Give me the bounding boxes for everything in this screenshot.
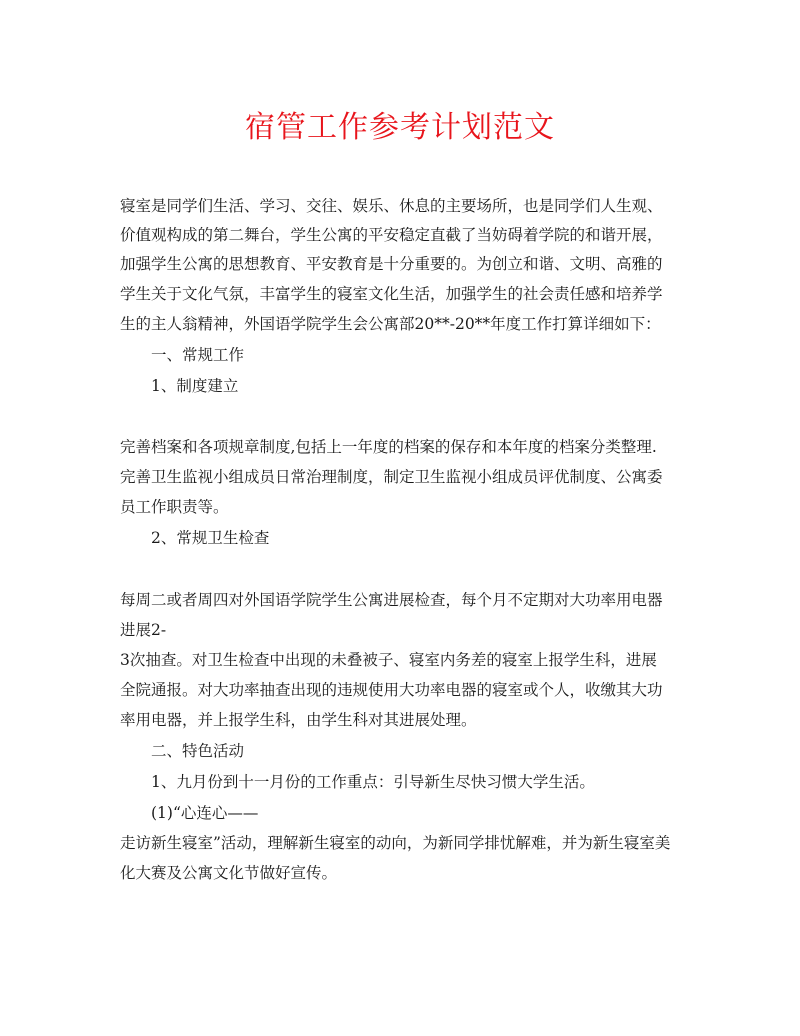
paragraph-line: 率用电器，并上报学生科，由学生科对其进展处理。 (120, 711, 477, 729)
section-heading: 二、特色活动 (151, 742, 245, 760)
paragraph-line: 学生关于文化气氛，丰富学生的寝室文化生活，加强学生的社会责任感和培养学 (120, 285, 663, 303)
paragraph-line: 每周二或者周四对外国语学院学生公寓进展检查，每个月不定期对大功率用电器 (120, 591, 663, 609)
paragraph-line: 价值观构成的第二舞台，学生公寓的平安稳定直截了当妨碍着学院的和谐开展， (120, 226, 663, 244)
paragraph-line: 进展2- (120, 621, 167, 639)
paragraph-line: 员工作职责等。 (120, 498, 229, 516)
subsection-heading: 2、常规卫生检查 (151, 529, 270, 547)
paragraph-line: 完善卫生监视小组成员日常治理制度，制定卫生监视小组成员评优制度、公寓委 (120, 468, 663, 486)
paragraph-line: 全院通报。对大功率抽查出现的违规使用大功率电器的寝室或个人，收缴其大功 (120, 681, 663, 699)
paragraph-line: 完善档案和各项规章制度,包括上一年度的档案的保存和本年度的档案分类整理. (120, 438, 657, 456)
document-title: 宿管工作参考计划范文 (245, 110, 555, 145)
paragraph-line: 化大赛及公寓文化节做好宣传。 (120, 864, 338, 882)
list-item-label: (1)“心连心—— (151, 804, 259, 822)
paragraph-line: 走访新生寝室”活动，理解新生寝室的动向，为新同学排忧解难，并为新生寝室美 (120, 834, 671, 852)
paragraph-line: 3次抽查。对卫生检查中出现的未叠被子、寝室内务差的寝室上报学生科，进展 (120, 651, 657, 669)
paragraph-line: 寝室是同学们生活、学习、交往、娱乐、休息的主要场所，也是同学们人生观、 (120, 197, 663, 215)
paragraph-line: 生的主人翁精神，外国语学院学生会公寓部20**-20**年度工作打算详细如下： (120, 315, 661, 333)
paragraph-line: 加强学生公寓的思想教育、平安教育是十分重要的。为创立和谐、文明、高雅的 (120, 255, 663, 273)
subsection-heading: 1、制度建立 (151, 377, 239, 395)
subsection-heading: 1、九月份到十一月份的工作重点：引导新生尽快习惯大学生活。 (151, 773, 595, 791)
section-heading: 一、常规工作 (151, 346, 245, 364)
